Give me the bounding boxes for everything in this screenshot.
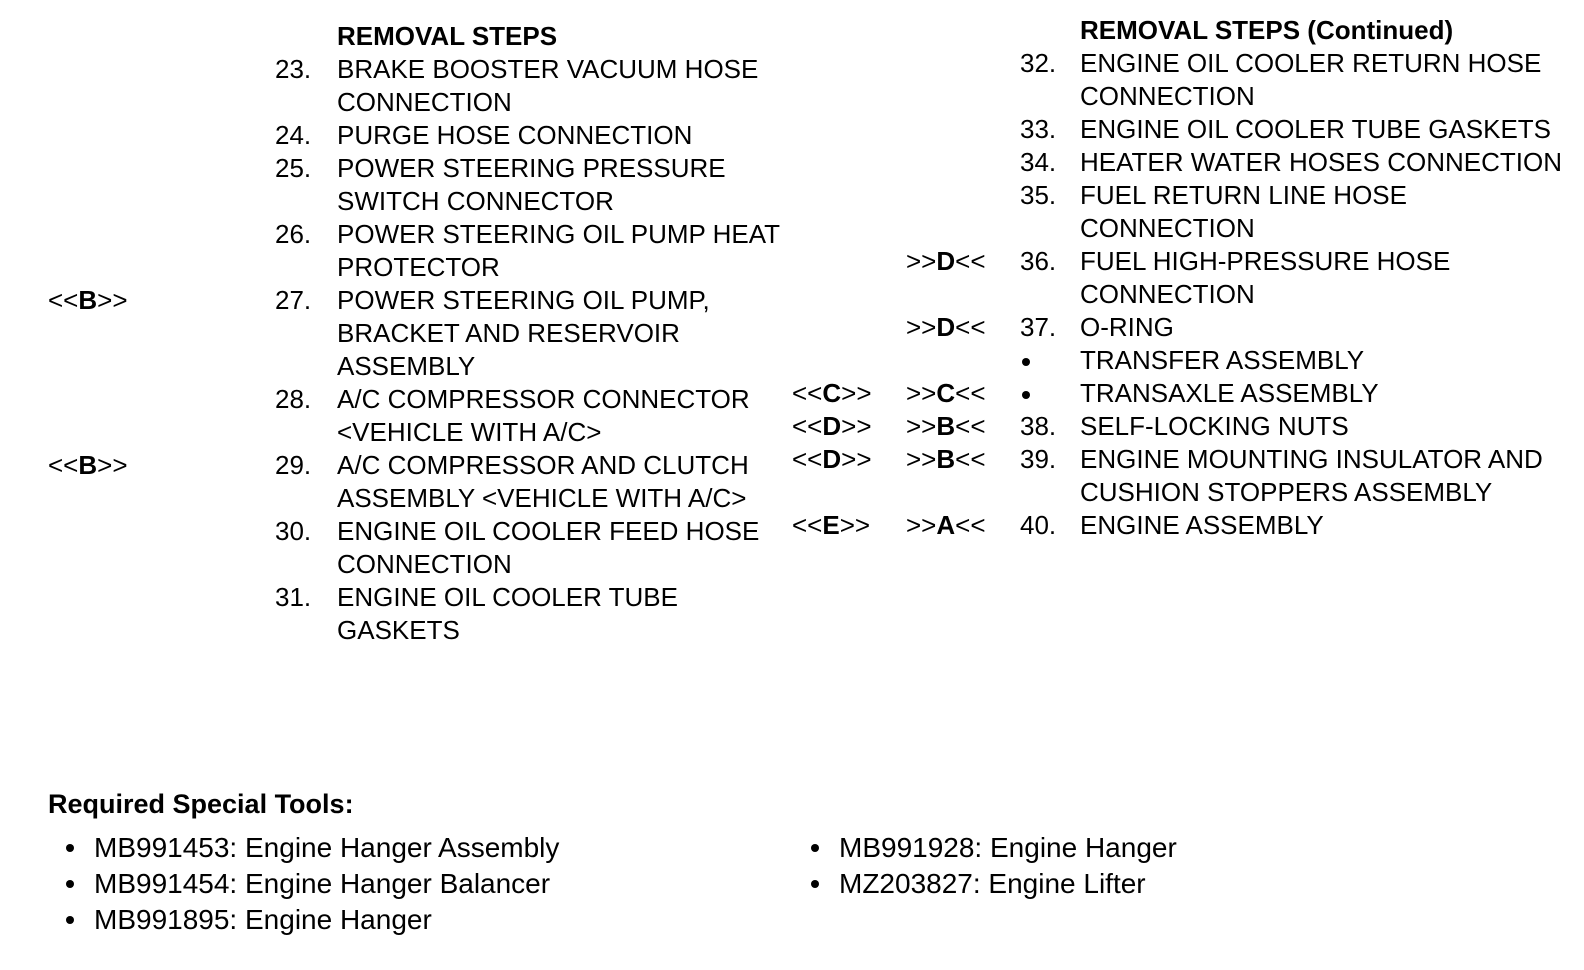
step-row	[780, 509, 1584, 542]
reassembly-mark: >>D<<	[906, 246, 986, 276]
bullet-icon	[66, 916, 74, 924]
bullet-dot-icon	[1022, 358, 1030, 366]
step-number: 26.	[275, 219, 312, 249]
removal-steps-right-column	[780, 14, 1584, 542]
disassembly-mark: <<D>>	[792, 411, 872, 441]
step-row	[0, 515, 780, 581]
step-row	[0, 284, 780, 383]
step-number: 35.	[1020, 180, 1057, 210]
step-row	[780, 146, 1584, 179]
step-row	[0, 53, 780, 119]
step-text: ENGINE OIL COOLER RETURN HOSE CONNECTION	[1080, 48, 1542, 111]
step-number: 39.	[1020, 444, 1057, 474]
bullet-icon	[66, 880, 74, 888]
step-number: 40.	[1020, 510, 1057, 540]
bullet-icon	[66, 844, 74, 852]
step-row	[0, 449, 780, 515]
step-number: 30.	[275, 516, 312, 546]
tool-item	[48, 902, 793, 938]
tool-label: MB991453: Engine Hanger Assembly	[94, 832, 560, 863]
step-number: 31.	[275, 582, 312, 612]
step-number: 34.	[1020, 147, 1057, 177]
step-number: 29.	[275, 450, 312, 480]
reassembly-mark: >>B<<	[906, 411, 986, 441]
removal-steps-left-column	[0, 14, 780, 647]
bullet-dot-icon	[1022, 391, 1030, 399]
step-row	[780, 311, 1584, 344]
step-number: 36.	[1020, 246, 1057, 276]
tool-label: MB991895: Engine Hanger	[94, 904, 432, 935]
disassembly-mark: <<B>>	[48, 285, 128, 315]
required-special-tools	[48, 786, 1548, 938]
bullet-icon	[1020, 377, 1080, 410]
tools-list-left	[48, 830, 793, 938]
bullet-icon	[811, 880, 819, 888]
step-row	[780, 443, 1584, 509]
step-text: POWER STEERING PRESSURE SWITCH CONNECTOR	[337, 153, 726, 216]
step-text: A/C COMPRESSOR CONNECTOR <VEHICLE WITH A/C>	[337, 384, 750, 447]
step-text: ENGINE OIL COOLER TUBE GASKETS	[1080, 114, 1552, 144]
step-text: FUEL RETURN LINE HOSE CONNECTION	[1080, 180, 1407, 243]
tool-item	[793, 866, 1177, 902]
step-number: 23.	[275, 54, 312, 84]
step-row	[0, 383, 780, 449]
removal-steps-continued-list	[780, 47, 1584, 542]
bullet-icon	[1020, 344, 1080, 377]
step-row	[0, 581, 780, 647]
step-number: 27.	[275, 285, 312, 315]
step-text: HEATER WATER HOSES CONNECTION	[1080, 147, 1562, 177]
step-row	[0, 119, 780, 152]
step-text: O-RING	[1080, 312, 1174, 342]
tool-label: MB991928: Engine Hanger	[839, 832, 1177, 863]
reassembly-mark: >>B<<	[906, 444, 986, 474]
step-number: 32.	[1020, 48, 1057, 78]
step-text: POWER STEERING OIL PUMP, BRACKET AND RESERVOIR ASSEMBLY	[337, 285, 710, 381]
reassembly-mark: >>D<<	[906, 312, 986, 342]
step-number: 37.	[1020, 312, 1057, 342]
step-row	[780, 377, 1584, 410]
removal-steps-heading: REMOVAL STEPS	[337, 21, 558, 51]
step-text: ENGINE MOUNTING INSULATOR AND CUSHION STOPPERS ASSEMBLY	[1080, 444, 1543, 507]
step-number: 28.	[275, 384, 312, 414]
step-number: 38.	[1020, 411, 1057, 441]
step-text: BRAKE BOOSTER VACUUM HOSE CONNECTION	[337, 54, 759, 117]
tool-label: MB991454: Engine Hanger Balancer	[94, 868, 551, 899]
step-number: 33.	[1020, 114, 1057, 144]
reassembly-mark: >>A<<	[906, 510, 986, 540]
step-row	[0, 152, 780, 218]
step-row	[780, 47, 1584, 113]
step-row	[0, 218, 780, 284]
disassembly-mark: <<D>>	[792, 444, 872, 474]
tools-columns	[48, 830, 1548, 938]
bullet-icon	[811, 844, 819, 852]
step-number: 25.	[275, 153, 312, 183]
step-row	[780, 245, 1584, 311]
step-text: A/C COMPRESSOR AND CLUTCH ASSEMBLY <VEHICLE WITH A/C>	[337, 450, 749, 513]
tool-label: MZ203827: Engine Lifter	[839, 868, 1146, 899]
tools-title: Required Special Tools:	[48, 789, 354, 819]
removal-steps-continued-heading: REMOVAL STEPS (Continued)	[1080, 15, 1454, 45]
tools-list-right	[793, 830, 1177, 938]
disassembly-mark: <<C>>	[792, 378, 872, 408]
step-text: POWER STEERING OIL PUMP HEAT PROTECTOR	[337, 219, 780, 282]
tool-item	[793, 830, 1177, 866]
step-row	[780, 344, 1584, 377]
disassembly-mark: <<B>>	[48, 450, 128, 480]
tool-item	[48, 866, 793, 902]
step-text: ENGINE ASSEMBLY	[1080, 510, 1324, 540]
step-text: PURGE HOSE CONNECTION	[337, 120, 693, 150]
step-row	[780, 410, 1584, 443]
disassembly-mark: <<E>>	[792, 510, 871, 540]
removal-steps-list	[0, 53, 780, 647]
tool-item	[48, 830, 793, 866]
step-row	[780, 179, 1584, 245]
step-text: ENGINE OIL COOLER FEED HOSE CONNECTION	[337, 516, 760, 579]
reassembly-mark: >>C<<	[906, 378, 986, 408]
step-row	[780, 113, 1584, 146]
step-number: 24.	[275, 120, 312, 150]
step-text: ENGINE OIL COOLER TUBE GASKETS	[337, 582, 678, 645]
step-text: TRANSAXLE ASSEMBLY	[1080, 378, 1379, 408]
step-text: SELF-LOCKING NUTS	[1080, 411, 1349, 441]
step-text: FUEL HIGH-PRESSURE HOSE CONNECTION	[1080, 246, 1451, 309]
step-text: TRANSFER ASSEMBLY	[1080, 345, 1365, 375]
